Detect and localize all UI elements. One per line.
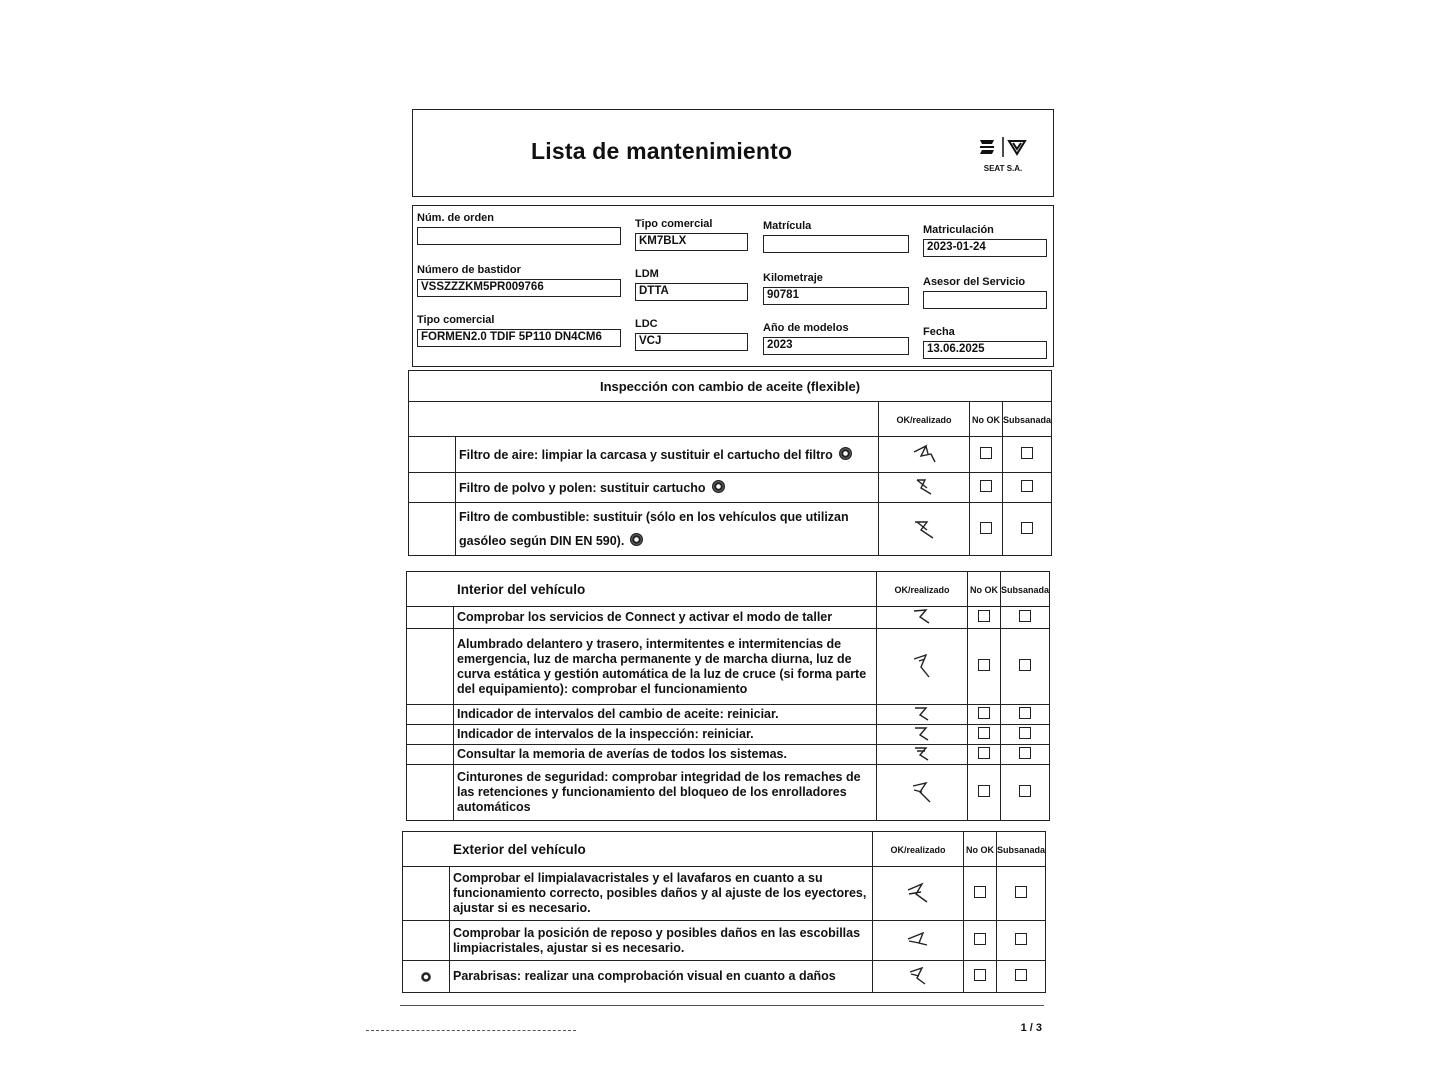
no-ok-cell[interactable]	[969, 437, 1002, 473]
signature-check-icon	[912, 725, 932, 741]
fecha-input[interactable]: 13.06.2025	[923, 341, 1047, 359]
signature-check-icon	[907, 964, 929, 986]
row-text-cell	[456, 473, 879, 503]
ok-cell[interactable]	[878, 503, 969, 556]
logo-icon	[978, 136, 1028, 158]
ldm-input[interactable]: DTTA	[635, 283, 748, 301]
checkbox-icon[interactable]	[978, 610, 990, 622]
row-text: Cinturones de seguridad: comprobar integridad de los remaches de las retenciones y funcionamiento del bloqueo de los enrolladores automáticos	[454, 765, 877, 821]
no-ok-cell[interactable]	[967, 629, 1000, 705]
no-ok-cell[interactable]	[969, 473, 1002, 503]
asesor-input[interactable]	[923, 291, 1047, 309]
field-ano-modelos	[763, 322, 909, 355]
page-title: Lista de mantenimiento	[531, 138, 793, 164]
checkbox-icon[interactable]	[980, 522, 992, 534]
no-ok-cell[interactable]	[967, 745, 1000, 765]
table-row	[403, 867, 1046, 921]
row-number-cell	[403, 921, 450, 961]
signature-check-icon	[911, 516, 937, 540]
row-number-cell	[407, 765, 454, 821]
field-matriculacion	[923, 224, 1047, 257]
subsanada-cell[interactable]	[1002, 473, 1051, 503]
row-text: Filtro de aire: limpiar la carcasa y sustituir el cartucho del filtro	[459, 447, 833, 462]
signature-check-icon	[912, 705, 932, 721]
matriculacion-input[interactable]: 2023-01-24	[923, 239, 1047, 257]
ano-modelos-input[interactable]: 2023	[763, 337, 909, 355]
ldc-input[interactable]: VCJ	[635, 333, 748, 351]
kilometraje-input[interactable]: 90781	[763, 287, 909, 305]
row-text: Parabrisas: realizar una comprobación visual en cuanto a daños	[450, 961, 873, 993]
table-row	[403, 921, 1046, 961]
col-ok-header: OK/realizado	[896, 415, 952, 425]
row-number-cell	[409, 473, 456, 503]
table-row	[407, 745, 1050, 765]
wheel-icon	[421, 972, 431, 982]
ok-cell[interactable]	[876, 629, 967, 705]
col-subsanada-header: Subsanada	[1002, 415, 1051, 425]
field-ldm	[635, 268, 748, 301]
checkbox-icon[interactable]	[1021, 447, 1033, 459]
checkbox-icon[interactable]	[1019, 727, 1031, 739]
row-number-cell	[409, 503, 456, 556]
ok-cell[interactable]	[878, 437, 969, 473]
table-header-row	[409, 402, 1052, 437]
vehicle-fields-box	[412, 205, 1054, 367]
bastidor-input[interactable]: VSSZZZKM5PR009766	[417, 279, 621, 297]
field-label: Kilometraje	[763, 272, 823, 284]
table-header-row	[407, 572, 1050, 607]
row-text: Comprobar los servicios de Connect y activar el modo de taller	[454, 607, 877, 629]
ok-cell[interactable]	[876, 745, 967, 765]
field-label: Matrícula	[763, 220, 812, 232]
field-fecha	[923, 326, 1047, 359]
checkbox-icon[interactable]	[1015, 969, 1027, 981]
no-ok-cell[interactable]	[963, 921, 996, 961]
header-box	[412, 109, 1054, 197]
col-no-ok-header: No OK	[969, 585, 998, 595]
row-number-cell	[403, 961, 450, 993]
wheel-icon	[712, 480, 725, 493]
col-no-ok-header: No OK	[971, 415, 1000, 425]
row-number-cell	[407, 745, 454, 765]
checkbox-icon[interactable]	[978, 707, 990, 719]
signature-check-icon	[912, 745, 932, 761]
table-header-row	[403, 832, 1046, 867]
matricula-input[interactable]	[763, 235, 909, 253]
scan-artifact-dashes	[366, 1030, 576, 1031]
col-subsanada-header: Subsanada	[1000, 585, 1049, 595]
bottom-divider	[400, 1005, 1044, 1006]
row-number-cell	[407, 725, 454, 745]
subsanada-cell[interactable]	[1000, 765, 1049, 821]
field-label: Matriculación	[923, 224, 994, 236]
ok-cell[interactable]	[876, 705, 967, 725]
row-text: Comprobar la posición de reposo y posibles daños en las escobillas limpiacristales, ajustar si es necesario.	[450, 921, 873, 961]
no-ok-cell[interactable]	[969, 503, 1002, 556]
no-ok-cell[interactable]	[963, 867, 996, 921]
table-title: Exterior del vehículo	[403, 832, 873, 867]
signature-check-icon	[905, 880, 931, 904]
ok-cell[interactable]	[872, 867, 963, 921]
subsanada-cell[interactable]	[1000, 745, 1049, 765]
checkbox-icon[interactable]	[978, 659, 990, 671]
checkbox-icon[interactable]	[980, 447, 992, 459]
field-matricula	[763, 220, 909, 253]
signature-check-icon	[905, 929, 931, 949]
company-name: SEAT S.A.	[983, 164, 1023, 173]
checkbox-icon[interactable]	[974, 969, 986, 981]
section-bar	[408, 370, 1052, 402]
row-number-cell	[407, 607, 454, 629]
table-row	[409, 503, 1052, 556]
signature-check-icon	[911, 607, 933, 625]
table-row	[409, 473, 1052, 503]
checkbox-icon[interactable]	[1015, 886, 1027, 898]
field-label: Asesor del Servicio	[923, 276, 1026, 288]
table-row	[409, 437, 1052, 473]
no-ok-cell[interactable]	[967, 705, 1000, 725]
tipo-comercial-full-input[interactable]: FORMEN2.0 TDIF 5P110 DN4CM6	[417, 329, 621, 347]
checkbox-icon[interactable]	[978, 727, 990, 739]
ok-cell[interactable]	[876, 725, 967, 745]
field-label: LDC	[635, 318, 658, 330]
table-row	[407, 765, 1050, 821]
tipo-comercial-input[interactable]: KM7BLX	[635, 233, 748, 251]
checkbox-icon[interactable]	[980, 480, 992, 492]
num-orden-input[interactable]	[417, 227, 621, 245]
ok-cell[interactable]	[876, 607, 967, 629]
row-text: Alumbrado delantero y trasero, intermitentes e intermitencias de emergencia, luz de marcha permanente y de marcha diurna, luz de curva estática y gestión automática de la luz de cruce (si forma parte del equipamiento): comprobar el funcionamiento	[454, 629, 877, 705]
subsanada-cell[interactable]	[1000, 705, 1049, 725]
interior-table	[406, 571, 1050, 821]
subsanada-cell[interactable]	[996, 921, 1045, 961]
row-text: Filtro de combustible: sustituir (sólo en los vehículos que utilizan gasóleo según DIN EN 590).	[459, 510, 849, 548]
row-text-cell	[456, 437, 879, 473]
signature-check-icon	[911, 651, 933, 679]
page-number: 1 / 3	[1020, 1022, 1042, 1034]
subsanada-cell[interactable]	[1002, 503, 1051, 556]
row-text: Indicador de intervalos del cambio de aceite: reiniciar.	[454, 705, 877, 725]
checkbox-icon[interactable]	[974, 886, 986, 898]
subsanada-cell[interactable]	[996, 867, 1045, 921]
table-title: Interior del vehículo	[407, 572, 877, 607]
ok-cell[interactable]	[878, 473, 969, 503]
table-title	[409, 402, 879, 437]
subsanada-cell[interactable]	[996, 961, 1045, 993]
field-kilometraje	[763, 272, 909, 305]
checkbox-icon[interactable]	[1015, 933, 1027, 945]
signature-check-icon	[911, 442, 937, 464]
checkbox-icon[interactable]	[1021, 522, 1033, 534]
subsanada-cell[interactable]	[1000, 725, 1049, 745]
row-number-cell	[403, 867, 450, 921]
row-text: Comprobar el limpialavacristales y el lavafaros en cuanto a su funcionamiento correcto, posibles daños y al ajuste de los eyectores, ajustar si es necesario.	[450, 867, 873, 921]
field-num-orden	[417, 212, 621, 245]
field-label: Núm. de orden	[417, 212, 495, 224]
subsanada-cell[interactable]	[1000, 607, 1049, 629]
no-ok-cell[interactable]	[967, 607, 1000, 629]
field-tipo-comercial-1	[635, 218, 748, 251]
signature-check-icon	[910, 778, 934, 804]
no-ok-cell[interactable]	[963, 961, 996, 993]
col-ok-header: OK/realizado	[890, 845, 946, 855]
table-row	[407, 607, 1050, 629]
filters-table	[408, 401, 1052, 556]
row-number-cell	[407, 705, 454, 725]
table-row	[403, 961, 1046, 993]
table-row	[407, 725, 1050, 745]
row-text: Filtro de polvo y polen: sustituir cartucho	[459, 480, 706, 495]
table-row	[407, 705, 1050, 725]
field-ldc	[635, 318, 748, 351]
checkbox-icon[interactable]	[1019, 707, 1031, 719]
field-numero-bastidor	[417, 264, 621, 297]
checkbox-icon[interactable]	[978, 785, 990, 797]
row-text: Consultar la memoria de averías de todos los sistemas.	[454, 745, 877, 765]
checkbox-icon[interactable]	[978, 747, 990, 759]
section-title: Inspección con cambio de aceite (flexible)	[599, 379, 861, 394]
checkbox-icon[interactable]	[974, 933, 986, 945]
field-label: Fecha	[923, 326, 955, 338]
checkbox-icon[interactable]	[1019, 747, 1031, 759]
ok-cell[interactable]	[872, 921, 963, 961]
subsanada-cell[interactable]	[1002, 437, 1051, 473]
row-text: Indicador de intervalos de la inspección: reiniciar.	[454, 725, 877, 745]
maintenance-sheet	[400, 105, 1060, 1045]
ok-cell[interactable]	[872, 961, 963, 993]
field-asesor	[923, 276, 1047, 309]
row-text-cell	[456, 503, 879, 556]
checkbox-icon[interactable]	[1021, 480, 1033, 492]
field-label: Tipo comercial	[635, 218, 713, 230]
field-label: LDM	[635, 268, 659, 280]
checkbox-icon[interactable]	[1019, 659, 1031, 671]
no-ok-cell[interactable]	[967, 765, 1000, 821]
col-no-ok-header: No OK	[965, 845, 994, 855]
ok-cell[interactable]	[876, 765, 967, 821]
no-ok-cell[interactable]	[967, 725, 1000, 745]
table-row	[407, 629, 1050, 705]
row-number-cell	[409, 437, 456, 473]
field-label: Tipo comercial	[417, 314, 495, 326]
field-tipo-comercial-2	[417, 314, 621, 347]
col-subsanada-header: Subsanada	[996, 845, 1045, 855]
signature-check-icon	[913, 476, 935, 496]
field-label: Año de modelos	[763, 322, 849, 334]
checkbox-icon[interactable]	[1019, 610, 1031, 622]
field-label: Número de bastidor	[417, 264, 521, 276]
exterior-table	[402, 831, 1046, 993]
checkbox-icon[interactable]	[1019, 785, 1031, 797]
subsanada-cell[interactable]	[1000, 629, 1049, 705]
row-number-cell	[407, 629, 454, 705]
wheel-icon	[630, 533, 643, 546]
col-ok-header: OK/realizado	[894, 585, 950, 595]
wheel-icon	[839, 447, 852, 460]
seat-cupra-logo	[977, 136, 1029, 173]
